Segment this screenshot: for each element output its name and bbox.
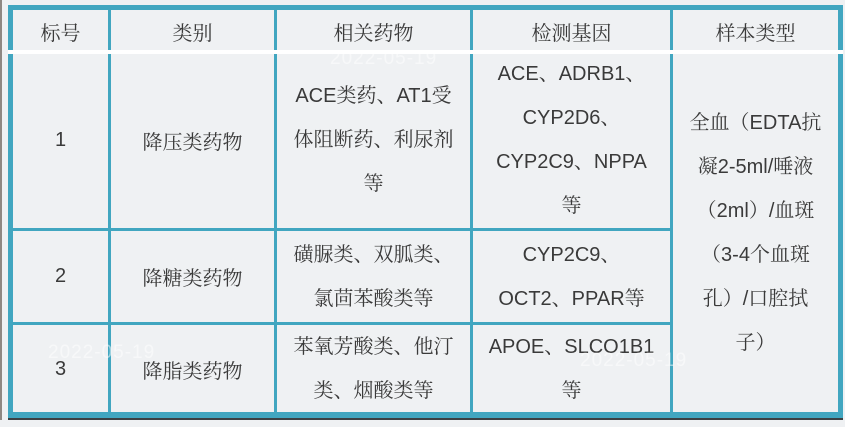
drug-gene-test-table <box>8 5 843 418</box>
row1-drugs-cell: ACE类药、AT1受 体阻断药、利尿剂 等 <box>277 52 473 231</box>
watermark-date-top: 2022-05-19 <box>330 48 438 69</box>
column-header-category: 类别 <box>111 10 277 52</box>
row3-number-cell: 3 <box>13 325 111 413</box>
row1-category-cell: 降压类药物 <box>111 52 277 231</box>
row2-number-cell: 2 <box>13 231 111 325</box>
watermark-date-left: 2022-05-19 <box>48 342 156 363</box>
row2-drugs-cell: 磺脲类、双胍类、 氯茴苯酸类等 <box>277 231 473 325</box>
header-separator-line <box>8 50 843 54</box>
page-left-edge-line <box>0 0 2 420</box>
column-header-related-drugs: 相关药物 <box>277 10 473 52</box>
row3-drugs-cell: 苯氧芳酸类、他汀 类、烟酸类等 <box>277 325 473 413</box>
table-grid <box>13 10 838 412</box>
column-header-sample-type: 样本类型 <box>715 22 796 45</box>
row1-genes-cell: ACE、ADRB1、 CYP2D6、 CYP2C9、NPPA 等 <box>473 52 673 231</box>
column-header-genes-tested: 检测基因 <box>473 10 673 52</box>
row3-genes-cell: APOE、SLCO1B1 等 <box>473 325 673 413</box>
column-header-number: 标号 <box>13 10 111 52</box>
sample-type-cell: 全血（EDTA抗 凝2-5ml/唾液 （2ml）/血斑 （3-4个血斑 孔）/口腔拭 子） <box>689 111 822 354</box>
row3-category-cell: 降脂类药物 <box>111 325 277 413</box>
row2-category-cell: 降糖类药物 <box>111 231 277 325</box>
watermark-date-right: 2022-05-19 <box>580 350 688 371</box>
table-bottom-shadow-line <box>8 418 843 420</box>
row1-number-cell: 1 <box>13 52 111 231</box>
row2-genes-cell: CYP2C9、 OCT2、PPAR等 <box>473 231 673 325</box>
